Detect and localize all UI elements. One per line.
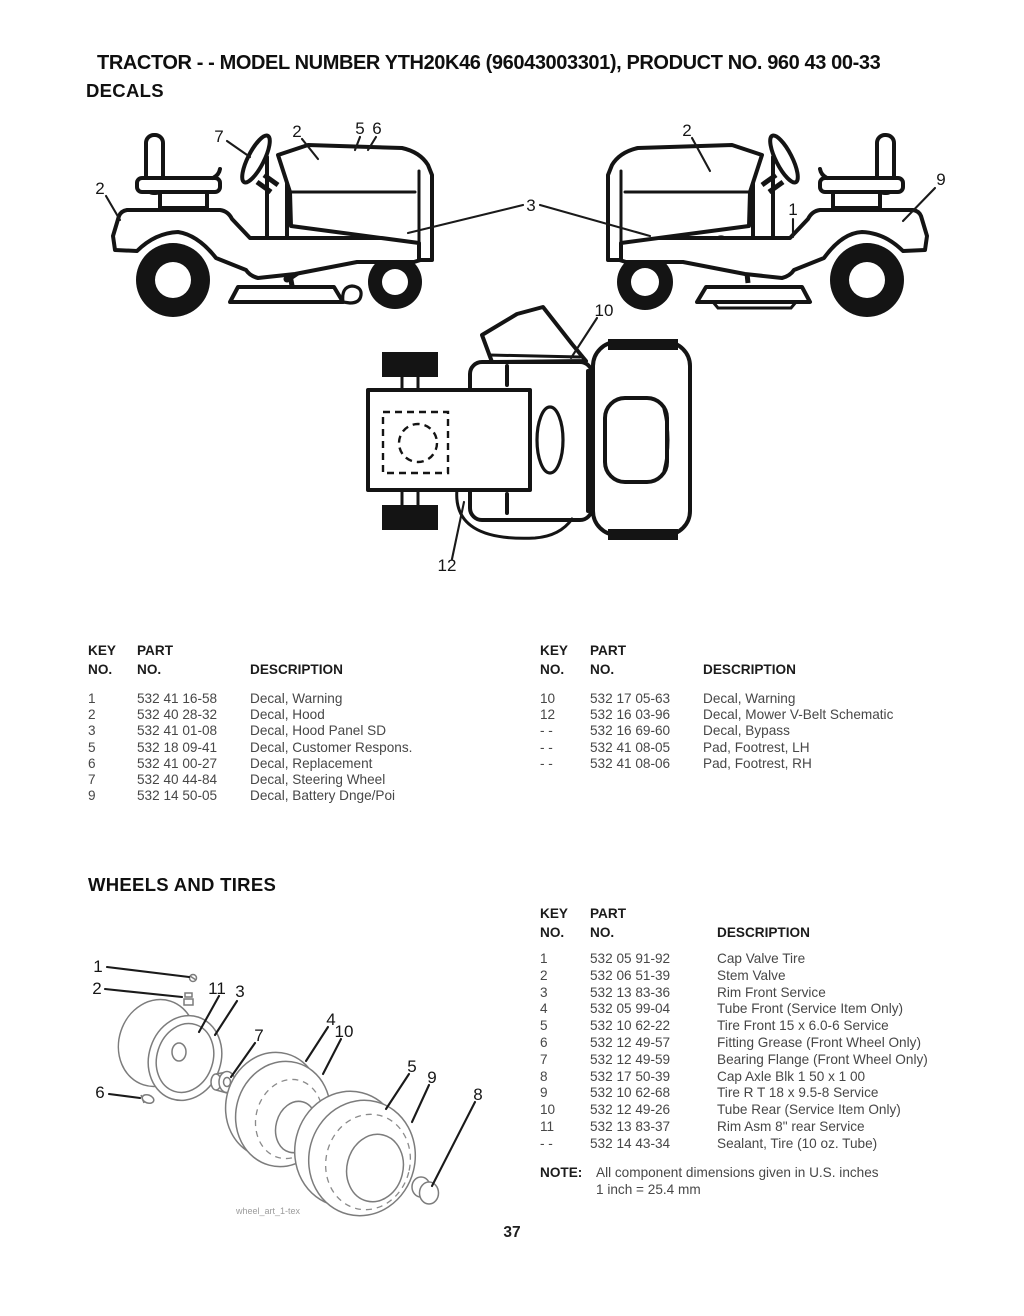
table-row: [540, 1085, 1010, 1102]
part-description: Pad, Footrest, LH: [703, 739, 810, 755]
front-wheel-top: [382, 352, 438, 377]
callout-8: 8: [473, 1085, 483, 1104]
part-number: 532 10 62-68: [590, 1085, 671, 1101]
callout-6: 6: [95, 1083, 105, 1102]
part-description: Decal, Steering Wheel: [250, 772, 386, 788]
table-header: KEY PART NO. NO. DESCRIPTION: [540, 643, 796, 677]
note-block: [540, 1164, 990, 1198]
mower-deck: [697, 287, 810, 302]
part-number: 532 41 08-06: [590, 755, 671, 771]
part-description: Tire R T 18 x 9.5-8 Service: [717, 1085, 879, 1101]
rim-hub-hole: [172, 1043, 186, 1061]
callout-1: 1: [788, 200, 798, 219]
part-number: 532 12 49-59: [590, 1051, 671, 1067]
section-heading-wheels: WHEELS AND TIRES: [88, 874, 277, 895]
table-row: [88, 756, 528, 772]
wheel-parts-art: [107, 975, 438, 1228]
note-label: NOTE:: [540, 1165, 583, 1180]
part-number: 532 13 83-36: [590, 984, 671, 1000]
table-row: [540, 985, 1010, 1002]
front-wheel-top: [382, 505, 438, 530]
part-key: 2: [88, 707, 96, 723]
table-row: [540, 1102, 1010, 1119]
seat-cushion: [820, 178, 903, 192]
part-description: Rim Front Service: [717, 984, 826, 1000]
callout-2: 2: [92, 979, 102, 998]
steering-column-opening: [537, 407, 563, 473]
part-number: 532 05 99-04: [590, 1001, 671, 1017]
part-number: 532 41 08-05: [590, 739, 671, 755]
part-description: Decal, Battery Dnge/Poi: [250, 788, 396, 804]
callout-6: 6: [372, 119, 382, 138]
table-row: [540, 740, 1000, 756]
part-number: 532 12 49-26: [590, 1102, 671, 1118]
mower-deck: [230, 287, 343, 302]
part-description: Decal, Mower V-Belt Schematic: [703, 707, 894, 723]
callout-2: 2: [292, 122, 302, 141]
col-part: PART: [137, 643, 173, 658]
table-row: [88, 691, 528, 707]
valve-stem: [185, 993, 192, 997]
callout-2: 2: [95, 179, 105, 198]
callout-10: 10: [334, 1022, 354, 1041]
callout-9: 9: [936, 170, 946, 189]
col-key: KEY: [88, 643, 116, 658]
part-key: 10: [540, 691, 556, 706]
page-number: 37: [503, 1224, 521, 1241]
part-key: - -: [540, 739, 553, 755]
part-number: 532 41 01-08: [137, 723, 218, 739]
tractor-side-view-right: [608, 132, 927, 317]
table-row: [540, 951, 1010, 968]
wheels-parts-table: [540, 904, 1010, 1153]
tractor-top-view: [368, 307, 690, 540]
part-number: 532 13 83-37: [590, 1118, 671, 1134]
part-key: 6: [540, 1034, 548, 1050]
callout-5: 5: [407, 1057, 417, 1076]
callout-5: 5: [355, 119, 365, 138]
part-number: 532 18 09-41: [137, 739, 218, 755]
callout-10: 10: [594, 301, 614, 320]
part-number: 532 41 00-27: [137, 755, 218, 771]
part-number: 532 06 51-39: [590, 967, 671, 983]
note-line2: 1 inch = 25.4 mm: [596, 1182, 701, 1197]
part-description: Bearing Flange (Front Wheel Only): [717, 1051, 928, 1067]
part-key: 10: [540, 1102, 556, 1118]
table-row: [540, 1119, 1010, 1136]
note-line1: All component dimensions given in U.S. inches: [596, 1165, 879, 1180]
part-description: Decal, Hood: [250, 707, 325, 723]
part-description: Tire Front 15 x 6.0-6 Service: [717, 1018, 889, 1034]
part-description: Sealant, Tire (10 oz. Tube): [717, 1135, 878, 1151]
seat-pedestal: [833, 192, 880, 208]
table-row: [540, 691, 1000, 707]
table-row: [540, 1035, 1010, 1052]
part-number: 532 17 05-63: [590, 691, 671, 706]
part-key: 1: [540, 951, 548, 966]
part-key: 7: [88, 772, 96, 788]
wheels-exploded-diagram: [85, 948, 505, 1238]
table-row: [88, 740, 528, 756]
callout-4: 4: [326, 1010, 336, 1029]
seat-cushion-top: [605, 398, 667, 482]
part-number: 532 14 43-34: [590, 1135, 671, 1151]
table-row: [540, 1018, 1010, 1035]
decals-parts-table-left: [88, 641, 528, 804]
part-key: 1: [88, 691, 96, 706]
part-description: Decal, Warning: [250, 691, 343, 706]
seat-cushion: [137, 178, 220, 192]
part-number: 532 16 03-96: [590, 707, 671, 723]
part-description: Cap Valve Tire: [717, 951, 806, 966]
part-key: 4: [540, 1001, 548, 1017]
part-description: Decal, Customer Respons.: [250, 739, 413, 755]
table-row: [540, 707, 1000, 723]
part-number: 532 12 49-57: [590, 1034, 671, 1050]
table-row: [540, 1001, 1010, 1018]
part-number: 532 41 16-58: [137, 691, 218, 706]
part-key: - -: [540, 755, 553, 771]
part-key: 8: [540, 1068, 548, 1084]
part-number: 532 16 69-60: [590, 723, 671, 739]
part-description: Pad, Footrest, RH: [703, 755, 812, 771]
table-row: [540, 1052, 1010, 1069]
part-key: 11: [540, 1118, 555, 1134]
part-description: Tube Front (Service Item Only): [717, 1001, 904, 1017]
part-key: 5: [88, 739, 96, 755]
table-row: [540, 1136, 1010, 1153]
part-number: 532 10 62-22: [590, 1018, 671, 1034]
part-key: 7: [540, 1051, 548, 1067]
part-description: Decal, Replacement: [250, 755, 373, 771]
table-row: [88, 707, 528, 723]
tractor-side-view-left: [113, 132, 432, 317]
engine-frame: [368, 390, 530, 490]
part-key: 3: [540, 984, 548, 1000]
decals-diagram: [80, 115, 960, 600]
part-description: Stem Valve: [717, 967, 786, 983]
part-key: 12: [540, 707, 556, 723]
part-description: Cap Axle Blk 1 50 x 1 00: [717, 1068, 866, 1084]
art-caption: wheel_art_1-tex: [235, 1206, 301, 1216]
seat-pedestal: [160, 192, 207, 208]
section-heading-decals: DECALS: [86, 80, 164, 101]
discharge-chute: [343, 286, 361, 303]
part-key: 2: [540, 967, 548, 983]
part-key: 9: [540, 1085, 548, 1101]
part-description: Decal, Bypass: [703, 723, 790, 739]
callout-9: 9: [427, 1068, 437, 1087]
table-row: [540, 968, 1010, 985]
part-number: 532 05 91-92: [590, 951, 671, 966]
table-row: [540, 723, 1000, 739]
part-key: 6: [88, 755, 96, 771]
callout-2: 2: [682, 121, 692, 140]
part-key: - -: [540, 723, 553, 739]
part-description: Decal, Warning: [703, 691, 796, 706]
decals-parts-table-right: [540, 641, 1000, 772]
part-number: 532 17 50-39: [590, 1068, 671, 1084]
callout-12: 12: [437, 556, 457, 575]
part-description: Rim Asm 8" rear Service: [717, 1118, 865, 1134]
table-row: [88, 723, 528, 739]
part-description: Fitting Grease (Front Wheel Only): [717, 1034, 921, 1050]
part-description: Tube Rear (Service Item Only): [717, 1102, 901, 1118]
table-row: [540, 1069, 1010, 1086]
callout-3: 3: [526, 196, 536, 215]
table-row: [88, 788, 528, 804]
callout-7: 7: [254, 1026, 264, 1045]
part-key: 3: [88, 723, 96, 739]
table-header: KEY PART NO. NO. DESCRIPTION: [540, 906, 810, 940]
part-number: 532 14 50-05: [137, 788, 218, 804]
callout-11: 11: [208, 979, 226, 998]
part-number: 532 40 44-84: [137, 772, 218, 788]
table-row: [540, 756, 1000, 772]
table-header: KEY PART NO. NO. DESCRIPTION: [88, 641, 528, 679]
col-description: DESCRIPTION: [250, 662, 343, 677]
table-row: [88, 772, 528, 788]
callout-7: 7: [214, 127, 224, 146]
part-key: 9: [88, 788, 96, 804]
callout-1: 1: [93, 957, 103, 976]
callout-3: 3: [235, 982, 245, 1001]
part-number: 532 40 28-32: [137, 707, 218, 723]
part-key: - -: [540, 1135, 553, 1151]
page-title: TRACTOR - - MODEL NUMBER YTH20K46 (96043003301), PRODUCT NO. 960 43 00-33: [97, 52, 881, 74]
part-key: 5: [540, 1018, 548, 1034]
part-description: Decal, Hood Panel SD: [250, 723, 387, 739]
